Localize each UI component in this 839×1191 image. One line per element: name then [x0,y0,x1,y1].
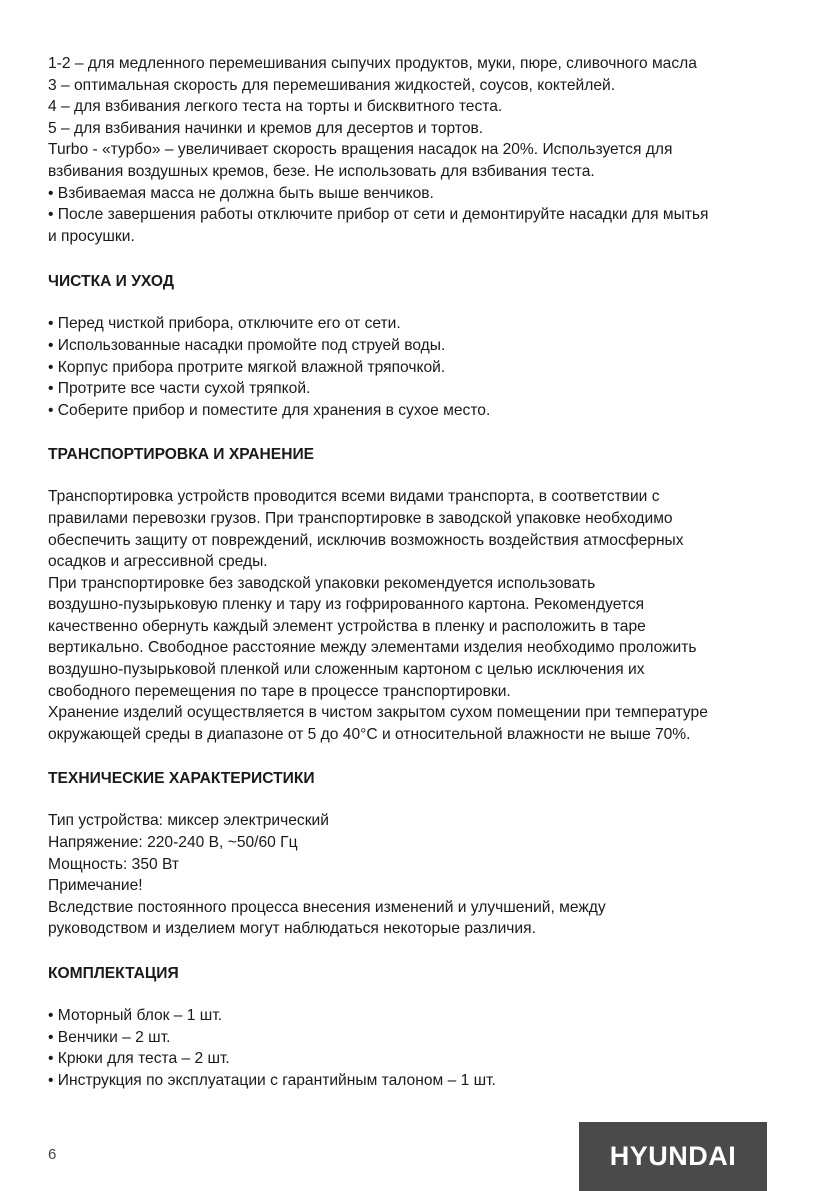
text-line: Транспортировка устройств проводится всеми видами транспорта, в соответствии с [48,488,660,506]
list-item: • Венчики – 2 шт. [48,1028,171,1046]
text-line: воздушно-пузырьковой пленкой или сложенным картоном с целью исключения их [48,661,645,679]
manual-page [48,53,793,1091]
text-line: свободного перемещения по таре в процессе транспортировки. [48,682,511,700]
text-line: окружающей среды в диапазоне от 5 до 40°С и относительной влажности не выше 70%. [48,725,691,743]
text-line: 3 – оптимальная скорость для перемешивания жидкостей, соусов, коктейлей. [48,76,616,94]
text-line: и просушки. [48,227,135,245]
page-number: 6 [48,1146,57,1163]
text-line: Тип устройства: миксер электрический [48,812,329,830]
list-item: • Использованные насадки промойте под струей воды. [48,336,446,354]
brand-logo [579,1122,767,1191]
specs-text [48,810,793,940]
text-line: 5 – для взбивания начинки и кремов для десертов и тортов. [48,119,484,137]
text-line: 1-2 – для медленного перемешивания сыпучих продуктов, муки, пюре, сливочного масла [48,55,697,72]
text-line: осадков и агрессивной среды. [48,553,268,571]
text-line: правилами перевозки грузов. При транспортировке в заводской упаковке необходимо [48,509,673,527]
intro-block [48,53,793,247]
text-line: воздушно-пузырьковую пленку и тару из гофрированного картона. Рекомендуется [48,596,645,614]
brand-logo-text: HYUNDAI [609,1141,737,1171]
list-item: • Соберите прибор и поместите для хранения в сухое место. [48,401,491,419]
cleaning-heading: ЧИСТКА И УХОД [48,273,174,291]
text-line: 4 – для взбивания легкого теста на торты и бисквитного теста. [48,98,503,116]
specs-heading: ТЕХНИЧЕСКИЕ ХАРАКТЕРИСТИКИ [48,770,315,788]
transport-heading: ТРАНСПОРТИРОВКА И ХРАНЕНИЕ [48,446,315,464]
list-item: • Протрите все части сухой тряпкой. [48,380,311,398]
text-line: При транспортировке без заводской упаковки рекомендуется использовать [48,574,596,592]
package-list [48,1005,793,1091]
text-line: Turbo - «турбо» – увеличивает скорость вращения насадок на 20%. Используется для [48,141,673,159]
text-line: Вследствие постоянного процесса внесения изменений и улучшений, между [48,898,606,916]
text-line: Хранение изделий осуществляется в чистом закрытом сухом помещении при температуре [48,704,708,722]
transport-text [48,486,793,745]
list-item: • Корпус прибора протрите мягкой влажной тряпочкой. [48,358,446,376]
package-heading: КОМПЛЕКТАЦИЯ [48,965,179,982]
text-line: вертикально. Свободное расстояние между элементами изделия необходимо проложить [48,639,697,657]
text-line: Примечание! [48,877,143,895]
list-item: • Перед чисткой прибора, отключите его от сети. [48,315,401,333]
text-line: взбивания воздушных кремов, безе. Не использовать для взбивания теста. [48,162,595,180]
text-line: Мощность: 350 Вт [48,855,180,873]
text-line: руководством и изделием могут наблюдаться некоторые различия. [48,920,536,938]
list-item: • Инструкция по эксплуатации с гарантийным талоном – 1 шт. [48,1071,496,1089]
text-line: • Взбиваемая масса не должна быть выше венчиков. [48,184,434,202]
text-line: обеспечить защиту от повреждений, исключив возможность воздействия атмосферных [48,531,684,549]
list-item: • Крюки для теста – 2 шт. [48,1050,230,1068]
text-line: • После завершения работы отключите прибор от сети и демонтируйте насадки для мытья [48,206,709,224]
text-line: Напряжение: 220-240 В, ~50/60 Гц [48,834,298,852]
list-item: • Моторный блок – 1 шт. [48,1007,223,1024]
cleaning-list [48,313,793,421]
text-line: качественно обернуть каждый элемент устройства в пленку и расположить в таре [48,617,646,635]
